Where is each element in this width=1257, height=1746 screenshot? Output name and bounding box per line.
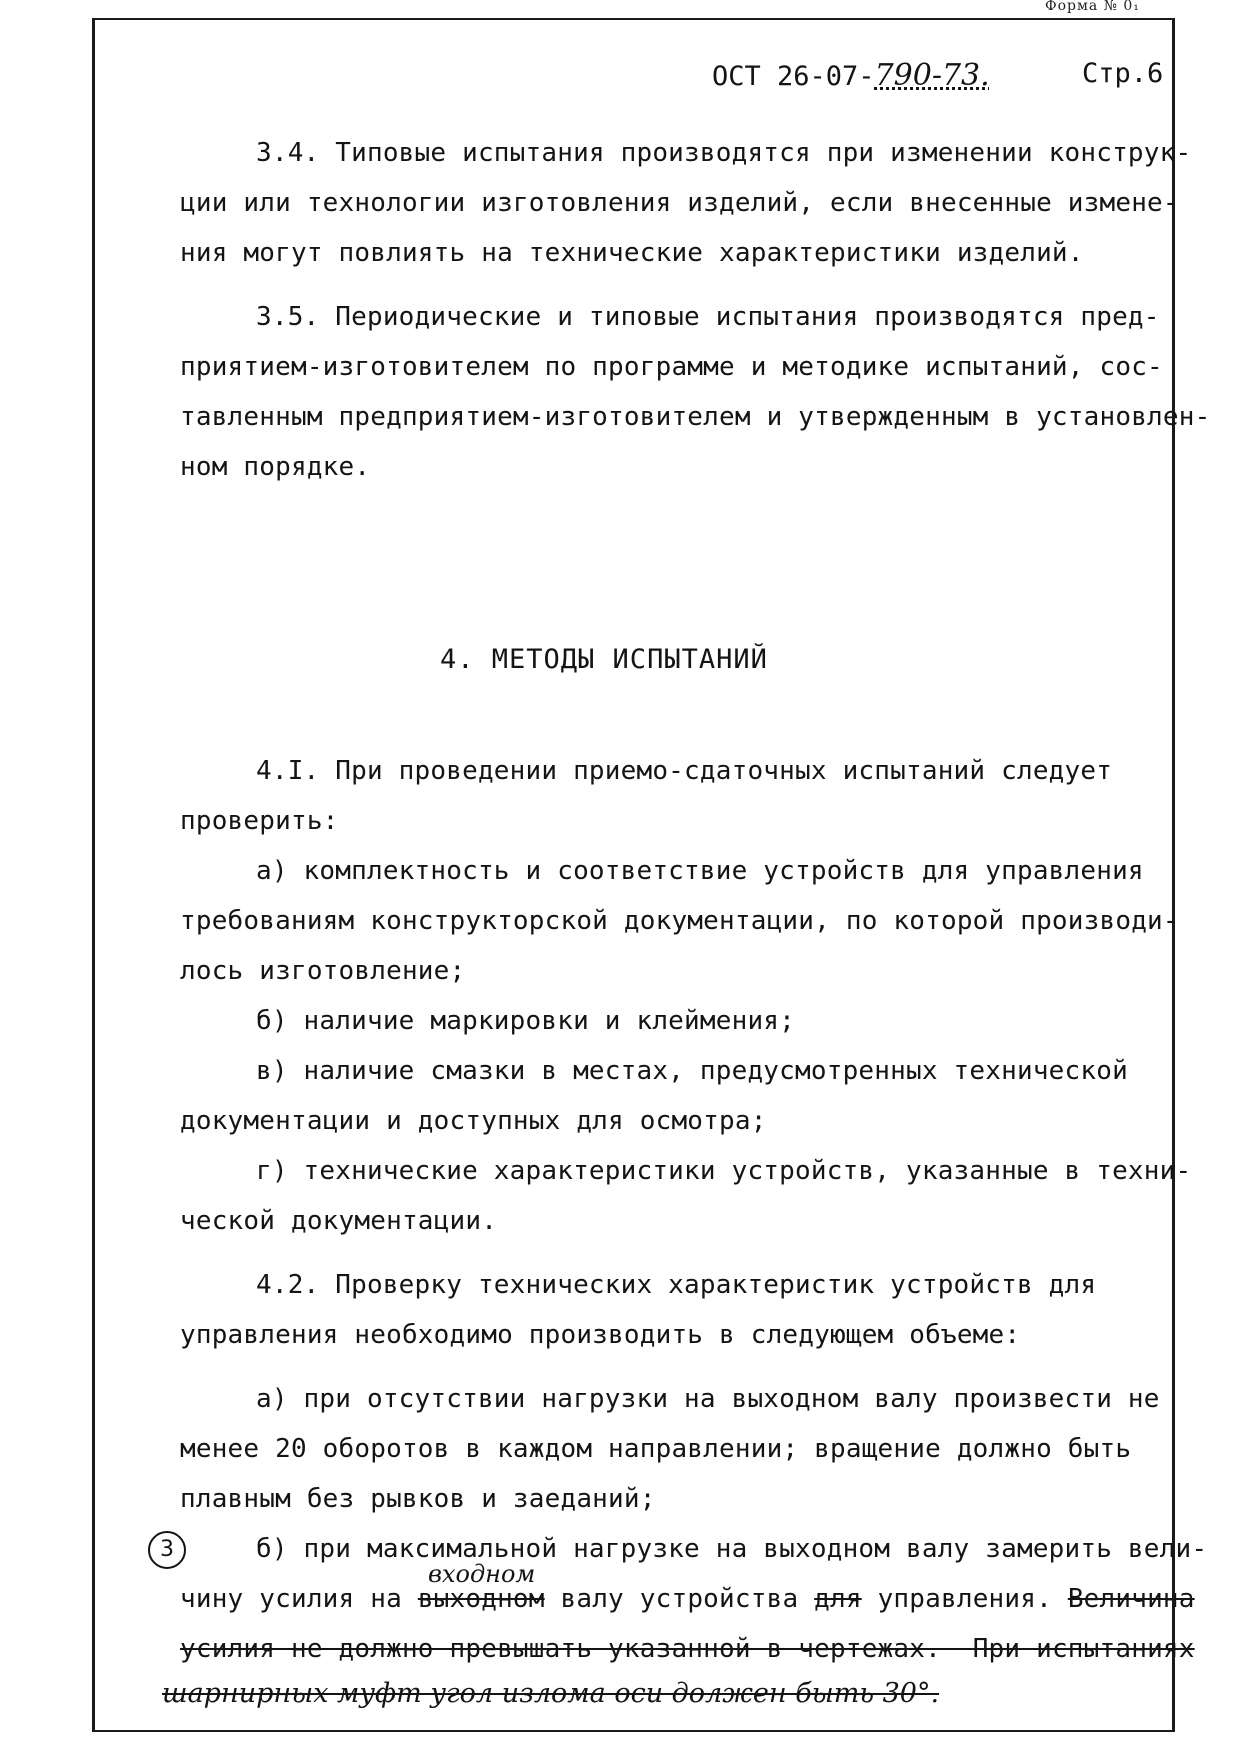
doc-code-prefix: ОСТ 26-07- (712, 61, 875, 92)
p42b-line-2-start: чину усилия на (180, 1584, 418, 1614)
p41-line-1: 4.I. При проведении приемо-сдаточных испытаний следует (256, 756, 1113, 786)
handwritten-insertion: входном (428, 1560, 536, 1588)
p35-line-3: тавленным предприятием-изготовителем и утвержденным в установлен- (180, 402, 1211, 432)
p41v-line-2: документации и доступных для осмотра; (180, 1106, 767, 1136)
p41b-line-1: б) наличие маркировки и клеймения; (256, 1006, 796, 1036)
p42b-line-2-mid2: управления. (861, 1584, 1068, 1614)
frame-bottom-border (92, 1730, 1175, 1732)
p42b-line-2 (180, 1584, 1195, 1614)
struck-word-value: Величина (1067, 1584, 1195, 1614)
p34-line-2: ции или технологии изготовления изделий, если внесенные измене- (180, 188, 1179, 218)
p42b-line-3-struck (180, 1634, 1195, 1664)
struck-word-output: выходном (417, 1584, 545, 1614)
frame-left-border (92, 18, 95, 1730)
p34-line-3: ния могут повлиять на технические характеристики изделий. (180, 238, 1084, 268)
p41a-line-2: требованиям конструкторской документации, по которой производи- (180, 906, 1179, 936)
p35-line-4: ном порядке. (180, 452, 371, 482)
section-4-heading: 4. МЕТОДЫ ИСПЫТАНИЙ (440, 644, 768, 675)
p42a-line-1: а) при отсутствии нагрузки на выходном валу произвести не (256, 1384, 1160, 1414)
change-mark-circle: 3 (148, 1531, 186, 1569)
p42a-line-3: плавным без рывков и заеданий; (180, 1484, 656, 1514)
doc-code-number: 790-73. (874, 58, 990, 93)
p42a-line-2: менее 20 оборотов в каждом направлении; вращение должно быть (180, 1434, 1132, 1464)
frame-top-border (92, 18, 1172, 20)
p42b-line-3-part2: При испытаниях (972, 1634, 1195, 1664)
p42b-line-1: б) при максимальной нагрузке на выходном валу замерить вели- (256, 1534, 1208, 1564)
page-number: Стр.6 (1082, 58, 1164, 89)
struck-word-for: для (814, 1584, 862, 1614)
p41-line-2: проверить: (180, 806, 339, 836)
p41g-line-1: г) технические характеристики устройств, указанные в техни- (256, 1156, 1192, 1186)
p42-line-2: управления необходимо производить в следующем объеме: (180, 1320, 1021, 1350)
handwritten-struck-line: шарнирных муфт угол излома оси должен быть 30°. (162, 1678, 940, 1709)
p41g-line-2: ческой документации. (180, 1206, 498, 1236)
p42-line-1: 4.2. Проверку технических характеристик устройств для (256, 1270, 1097, 1300)
p34-line-1: 3.4. Типовые испытания производятся при изменении конструк- (256, 138, 1192, 168)
p41v-line-1: в) наличие смазки в местах, предусмотренных технической (256, 1056, 1128, 1086)
p42b-line-2-mid: валу устройства (544, 1584, 815, 1614)
p41a-line-1: а) комплектность и соответствие устройств для управления (256, 856, 1144, 886)
frame-right-border (1172, 18, 1175, 1730)
p35-line-2: приятием-изготовителем по программе и методике испытаний, сос- (180, 352, 1163, 382)
p41a-line-3: лось изготовление; (180, 956, 466, 986)
form-label: Форма № 0₁ (1045, 0, 1140, 14)
p35-line-1: 3.5. Периодические и типовые испытания производятся пред- (256, 302, 1160, 332)
page-header (712, 58, 1164, 93)
p42b-line-3-part1: усилия не должно превышать указанной в чертежах. (180, 1634, 941, 1664)
